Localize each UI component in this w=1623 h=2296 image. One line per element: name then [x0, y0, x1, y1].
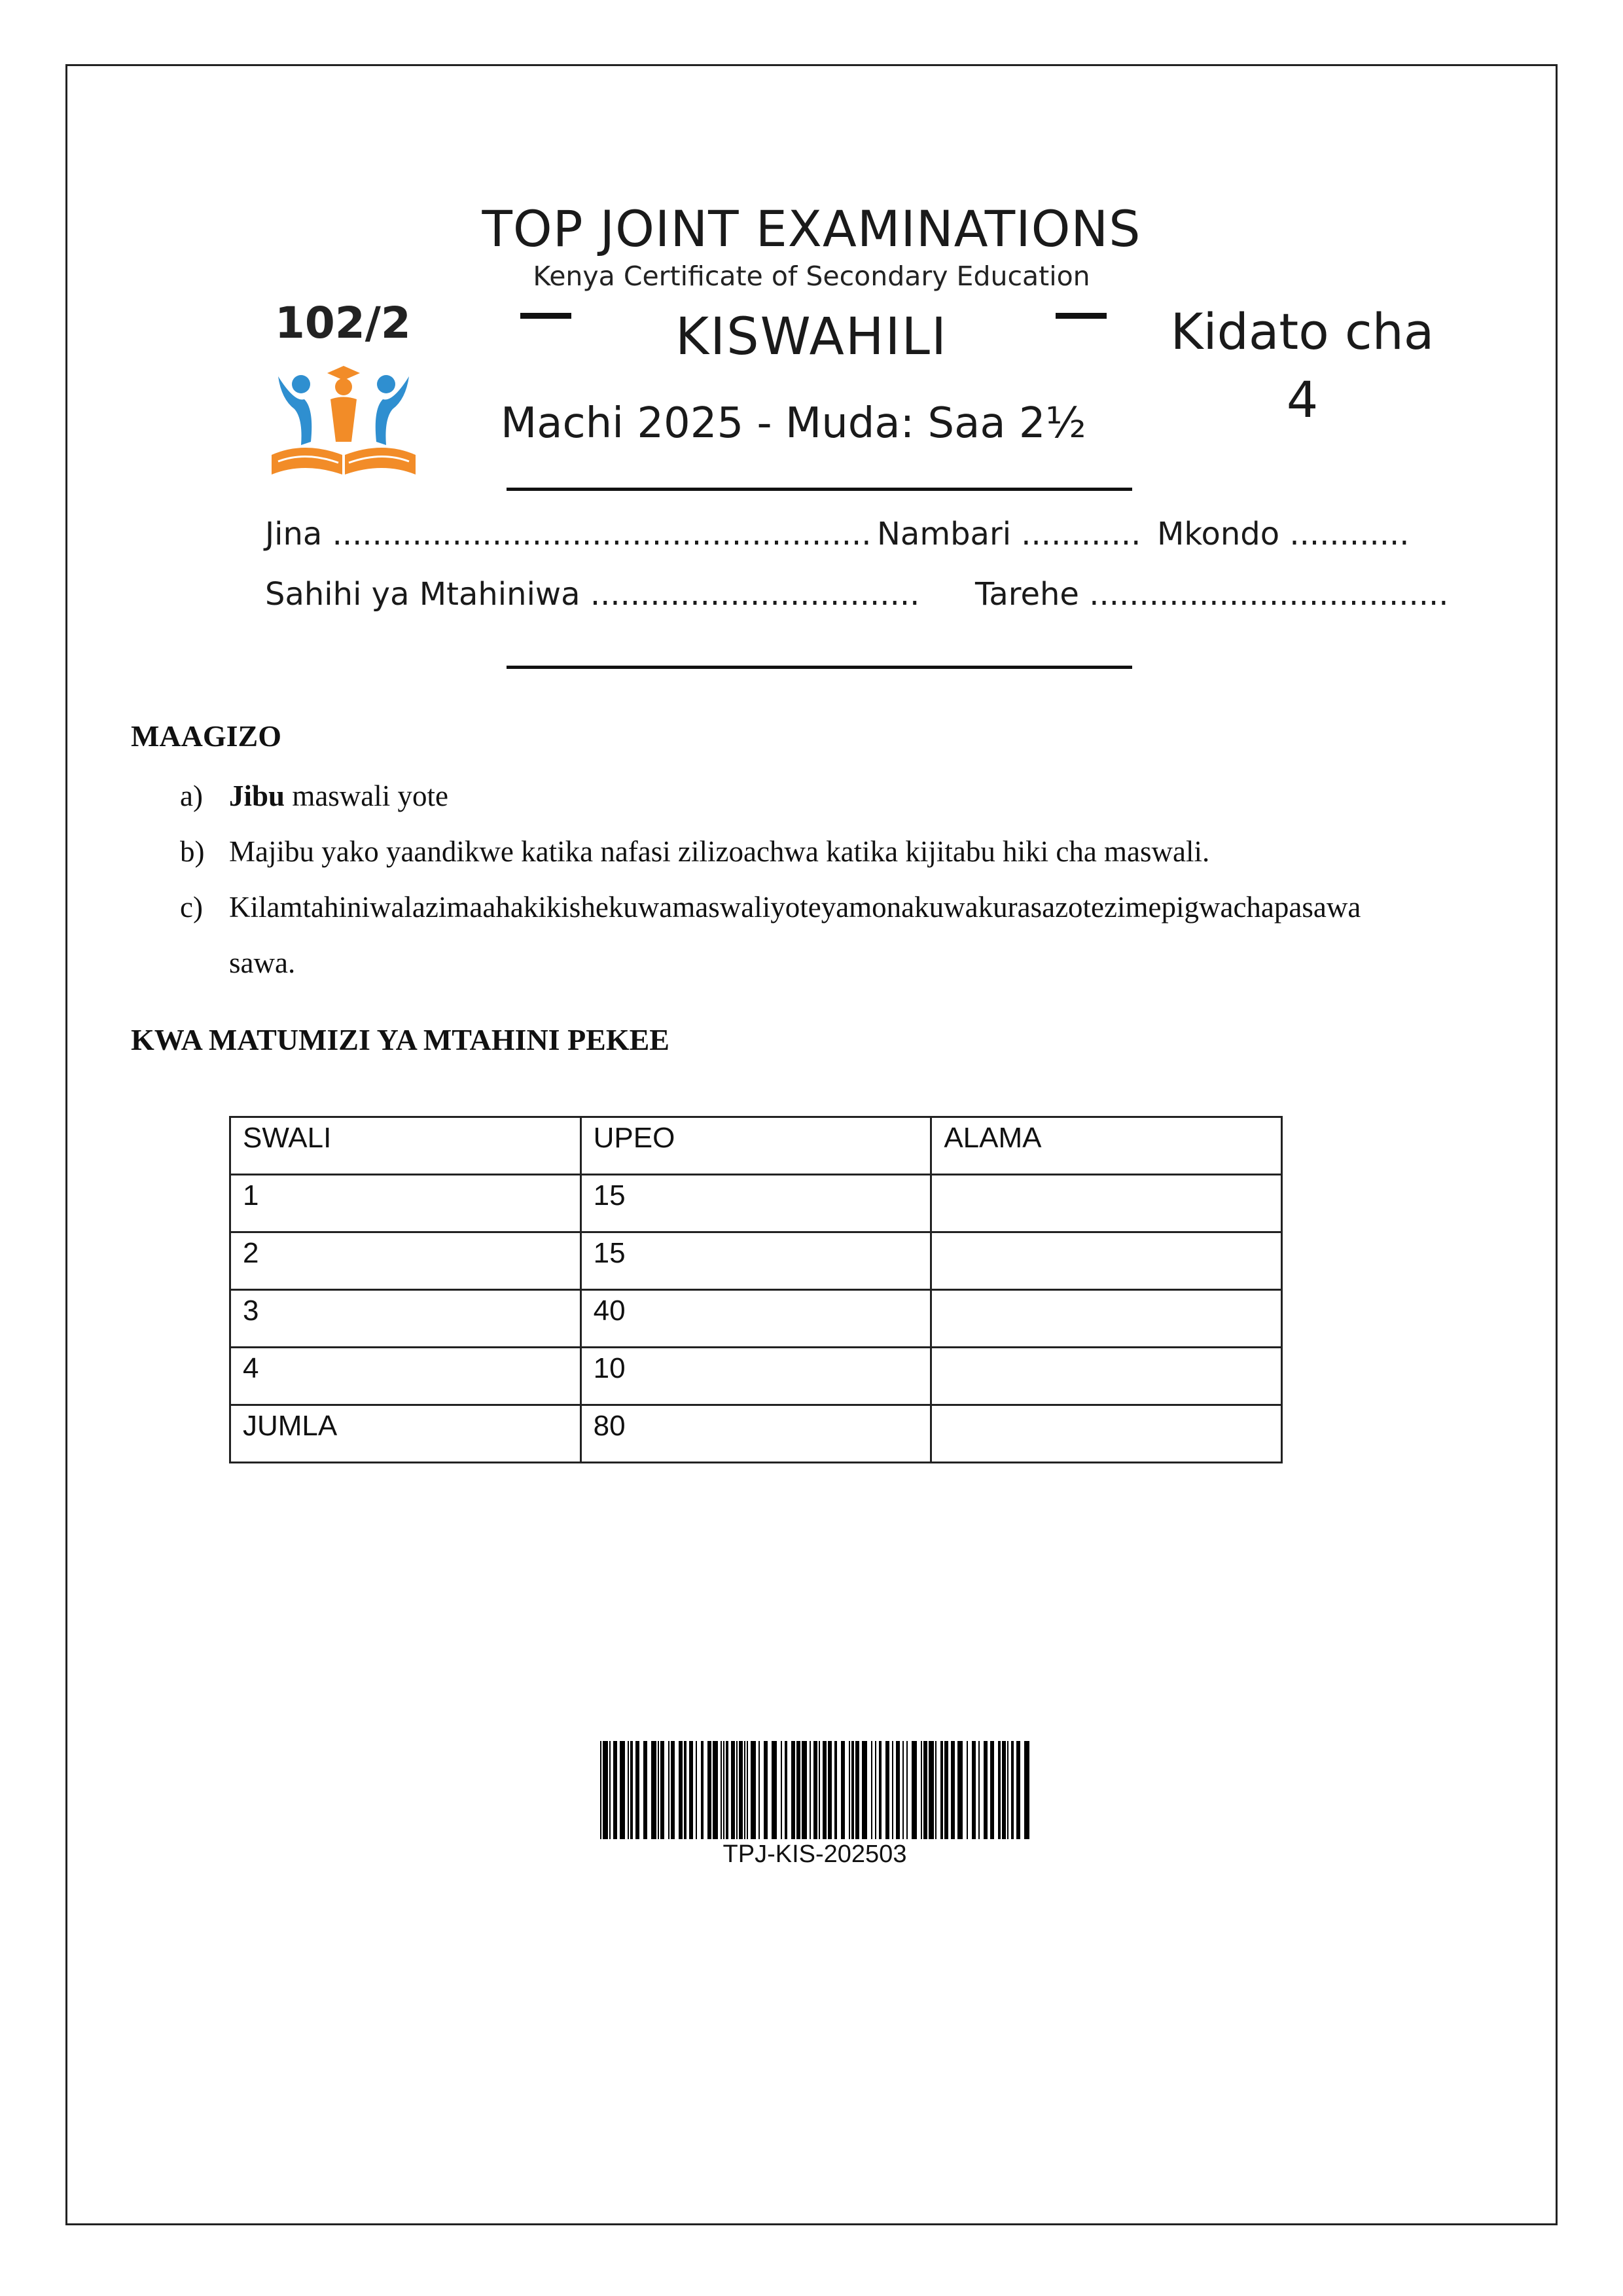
- barcode-bar: [751, 1741, 756, 1839]
- certificate-subtitle: Kenya Certificate of Secondary Education: [533, 260, 1090, 292]
- barcode-bar: [739, 1741, 743, 1839]
- barcode-bar: [855, 1741, 859, 1839]
- barcode-bar: [684, 1741, 687, 1839]
- question-cell: JUMLA: [230, 1405, 581, 1463]
- barcode-bar: [660, 1741, 664, 1839]
- barcode-bar: [721, 1741, 722, 1839]
- barcode-bar: [875, 1741, 876, 1839]
- instruction-text: Majibu yako yaandikwe katika nafasi zilizoachwa katika kijitabu hiki cha maswali.: [229, 835, 1210, 868]
- barcode-bar: [781, 1741, 782, 1839]
- left-dash: [520, 313, 571, 319]
- table-row: [230, 1290, 1282, 1348]
- question-cell: 4: [230, 1348, 581, 1405]
- barcode-bar: [984, 1741, 988, 1839]
- organization-title: TOP JOINT EXAMINATIONS: [482, 200, 1141, 258]
- barcode-bar: [1024, 1741, 1029, 1839]
- instruction-item: [180, 779, 448, 813]
- header-rule-top: [507, 488, 1132, 491]
- instruction-continuation: sawa.: [229, 946, 296, 979]
- score-cell[interactable]: [931, 1405, 1282, 1463]
- barcode-bar: [810, 1741, 811, 1839]
- barcode-bar: [862, 1741, 867, 1839]
- number-field[interactable]: Nambari ............: [877, 516, 1141, 552]
- barcode-bar: [731, 1741, 735, 1839]
- barcode-bar: [668, 1741, 669, 1839]
- barcode-bar: [701, 1741, 704, 1839]
- column-header: ALAMA: [931, 1117, 1282, 1175]
- barcode-bar: [600, 1741, 601, 1839]
- barcode-bar: [689, 1741, 693, 1839]
- signature-field[interactable]: Sahihi ya Mtahiniwa .................................: [265, 576, 920, 613]
- right-dash: [1056, 313, 1107, 319]
- max-marks-cell: 15: [580, 1175, 931, 1232]
- barcode-bar: [896, 1741, 900, 1839]
- stream-field[interactable]: Mkondo ............: [1157, 516, 1410, 552]
- barcode-bar: [885, 1741, 889, 1839]
- barcode-bar: [707, 1741, 711, 1839]
- column-header: UPEO: [580, 1117, 931, 1175]
- barcode-bar: [967, 1741, 968, 1839]
- barcode-bar: [635, 1741, 639, 1839]
- barcode: [599, 1741, 1031, 1839]
- barcode-bar: [658, 1741, 659, 1839]
- column-header: SWALI: [230, 1117, 581, 1175]
- barcode-bar: [998, 1741, 1001, 1839]
- instruction-text: Kilamtahiniwalazimaahakikishekuwamaswaliyoteyamonakuwakurasazotezimepigwachapasawa: [229, 891, 1361, 924]
- barcode-bar: [744, 1741, 745, 1839]
- barcode-bar: [785, 1741, 787, 1839]
- table-header-row: [230, 1117, 1282, 1175]
- question-cell: 2: [230, 1232, 581, 1290]
- instruction-label: b): [180, 835, 205, 868]
- barcode-bar: [834, 1741, 837, 1839]
- barcode-bar: [723, 1741, 724, 1839]
- barcode-bar: [679, 1741, 683, 1839]
- table-row: [230, 1175, 1282, 1232]
- barcode-bar: [978, 1741, 980, 1839]
- max-marks-cell: 80: [580, 1405, 931, 1463]
- barcode-bar: [609, 1741, 611, 1839]
- barcode-bar: [871, 1741, 872, 1839]
- instruction-label: a): [180, 780, 203, 812]
- barcode-bar: [951, 1741, 955, 1839]
- score-cell[interactable]: [931, 1232, 1282, 1290]
- barcode-bar: [726, 1741, 728, 1839]
- form-text: Kidato cha: [1170, 302, 1435, 361]
- barcode-bar: [747, 1741, 748, 1839]
- barcode-bar: [736, 1741, 738, 1839]
- form-label: [1126, 298, 1479, 434]
- barcode-bar: [1007, 1741, 1008, 1839]
- barcode-bar: [921, 1741, 922, 1839]
- barcode-bar: [972, 1741, 976, 1839]
- barcode-bar: [923, 1741, 927, 1839]
- barcode-bar: [940, 1741, 943, 1839]
- barcode-bar: [990, 1741, 994, 1839]
- barcode-bar: [671, 1741, 675, 1839]
- barcode-bar: [957, 1741, 963, 1839]
- barcode-text: TPJ-KIS-202503: [722, 1840, 907, 1868]
- barcode-bar: [791, 1741, 795, 1839]
- barcode-bar: [849, 1741, 850, 1839]
- barcode-bar: [613, 1741, 617, 1839]
- barcode-bar: [851, 1741, 854, 1839]
- date-field[interactable]: Tarehe ....................................: [975, 576, 1449, 613]
- barcode-bar: [819, 1741, 820, 1839]
- barcode-bar: [713, 1741, 718, 1839]
- instruction-item: [180, 834, 1209, 869]
- barcode-bar: [813, 1741, 817, 1839]
- instruction-bold: Jibu: [229, 780, 285, 812]
- barcode-bar: [758, 1741, 760, 1839]
- max-marks-cell: 40: [580, 1290, 931, 1348]
- examiner-heading: KWA MATUMIZI YA MTAHINI PEKEE: [131, 1023, 669, 1056]
- table-row: [230, 1348, 1282, 1405]
- barcode-bar: [630, 1741, 633, 1839]
- barcode-bar: [796, 1741, 800, 1839]
- instruction-text: maswali yote: [285, 780, 449, 812]
- barcode-bar: [879, 1741, 882, 1839]
- barcode-bar: [802, 1741, 807, 1839]
- barcode-bar: [912, 1741, 917, 1839]
- score-cell[interactable]: [931, 1290, 1282, 1348]
- education-book-people-logo: [265, 363, 422, 481]
- barcode-bar: [772, 1741, 777, 1839]
- barcode-bar: [944, 1741, 948, 1839]
- table-row: [230, 1232, 1282, 1290]
- barcode-bar: [892, 1741, 893, 1839]
- barcode-bar: [935, 1741, 936, 1839]
- barcode-bar: [823, 1741, 827, 1839]
- max-marks-cell: 15: [580, 1232, 931, 1290]
- marks-table: [229, 1116, 1283, 1463]
- barcode-bar: [1016, 1741, 1020, 1839]
- score-cell[interactable]: [931, 1175, 1282, 1232]
- paper-code: 102/2: [275, 298, 411, 348]
- max-marks-cell: 10: [580, 1348, 931, 1405]
- barcode-bar: [603, 1741, 608, 1839]
- barcode-bar: [828, 1741, 832, 1839]
- barcode-bar: [902, 1741, 904, 1839]
- subject-title: KISWAHILI: [675, 308, 948, 367]
- barcode-bar: [651, 1741, 656, 1839]
- barcode-bar: [906, 1741, 908, 1839]
- barcode-bar: [696, 1741, 697, 1839]
- name-field[interactable]: Jina ......................................................: [265, 516, 872, 552]
- barcode-bar: [620, 1741, 625, 1839]
- barcode-bar: [841, 1741, 845, 1839]
- barcode-bar: [1011, 1741, 1014, 1839]
- form-number: 4: [1286, 370, 1319, 429]
- header-rule-bottom: [507, 666, 1132, 669]
- barcode-bar: [1002, 1741, 1006, 1839]
- barcode-bar: [764, 1741, 768, 1839]
- score-cell[interactable]: [931, 1348, 1282, 1405]
- question-cell: 3: [230, 1290, 581, 1348]
- table-row: [230, 1405, 1282, 1463]
- instruction-label: c): [180, 891, 203, 924]
- barcode-bar: [929, 1741, 934, 1839]
- question-cell: 1: [230, 1175, 581, 1232]
- instructions-heading: MAAGIZO: [131, 719, 281, 753]
- barcode-bar: [643, 1741, 647, 1839]
- barcode-bar: [628, 1741, 629, 1839]
- date-duration: Machi 2025 - Muda: Saa 2½: [501, 399, 1086, 448]
- instruction-item: [180, 890, 1361, 924]
